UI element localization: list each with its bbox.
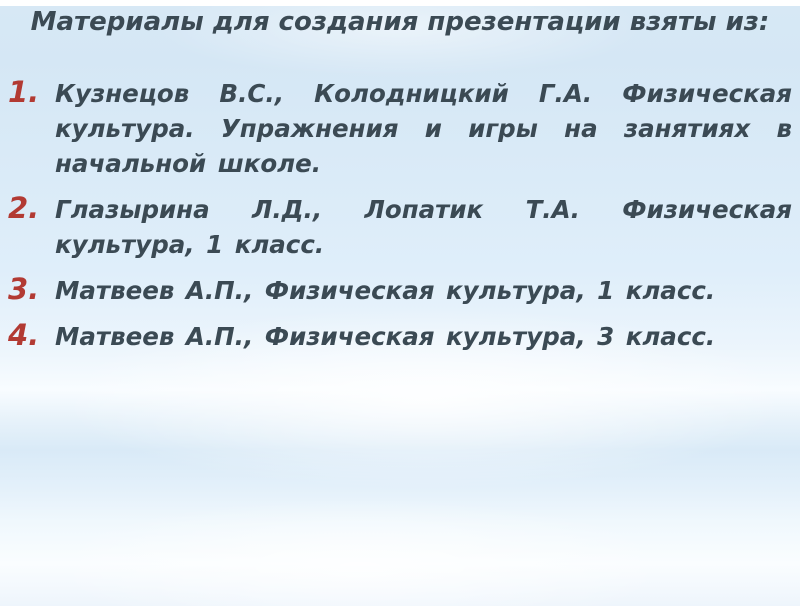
list-item-number: 2. — [8, 190, 40, 225]
slide-title: Материалы для создания презентации взяты из: — [30, 7, 770, 37]
list-item-text: Матвеев А.П., Физическая культура, 1 класс. — [55, 275, 716, 305]
list-item-text: Кузнецов В.С., Колодницкий Г.А. Физическая культура. Упражнения и игры на занятиях в начальной школе. — [55, 78, 792, 178]
list-item-text: Глазырина Л.Д., Лопатик Т.А. Физическая культура, 1 класс. — [55, 194, 792, 259]
list-item-number: 1. — [8, 74, 40, 109]
references-list — [0, 75, 800, 354]
list-item — [8, 75, 792, 181]
list-item — [8, 272, 792, 308]
list-item-number: 3. — [8, 271, 40, 306]
presentation-slide — [0, 6, 800, 606]
list-item — [8, 191, 792, 262]
list-item — [8, 318, 792, 354]
list-item-text: Матвеев А.П., Физическая культура, 3 класс. — [55, 321, 716, 351]
list-item-number: 4. — [8, 317, 40, 352]
